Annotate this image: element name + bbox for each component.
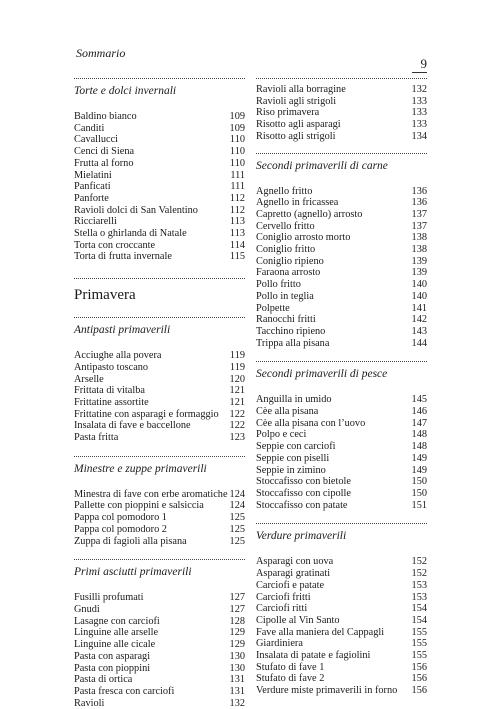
toc-entry-title: Minestra di fave con erbe aromatiche <box>74 488 228 500</box>
toc-entry <box>74 240 245 252</box>
toc-entry-page: 155 <box>411 626 427 638</box>
toc-entry-page: 132 <box>411 84 427 95</box>
toc-entry <box>256 209 427 221</box>
toc-entry <box>74 674 245 686</box>
toc-entry <box>74 627 245 639</box>
toc-entry-title: Fave alla maniera del Cappagli <box>256 626 385 638</box>
toc-entry-page: 128 <box>229 615 245 627</box>
toc-entry-page: 129 <box>229 627 245 639</box>
toc-entry-title: Pasta fritta <box>74 432 119 444</box>
toc-entry <box>256 96 427 108</box>
toc-entry-title: Riso primavera <box>256 107 320 119</box>
toc-entry <box>74 170 245 182</box>
toc-entry <box>256 500 427 512</box>
toc-entry-page: 111 <box>230 169 245 181</box>
toc-entry-title: Stufato di fave 1 <box>256 661 325 673</box>
toc-entry-page: 150 <box>411 487 427 499</box>
toc-entry-title: Panforte <box>74 192 109 204</box>
toc-entry-page: 127 <box>229 592 245 604</box>
toc-entry <box>256 568 427 580</box>
toc-entry-title: Agnello fritto <box>256 185 313 197</box>
toc-entry-page: 140 <box>411 279 427 291</box>
toc-entry <box>74 251 245 263</box>
toc-entry-title: Asparagi gratinati <box>256 568 331 580</box>
toc-entry-title: Cèe alla pisana con l’uovo <box>256 417 366 429</box>
toc-entry-title: Carciofi fritti <box>256 591 311 603</box>
toc-entry-page: 115 <box>229 251 245 263</box>
toc-entry-title: Stoccafisso con bietole <box>256 476 351 488</box>
toc-entry <box>256 267 427 279</box>
toc-entry <box>256 441 427 453</box>
toc-entry-page: 154 <box>411 614 427 626</box>
toc-entry-page: 132 <box>229 697 245 709</box>
toc-entry-page: 125 <box>229 535 245 547</box>
toc-list-antipasti <box>74 350 245 444</box>
toc-entry-page: 122 <box>229 420 245 432</box>
section-title-verdure: Verdure primaverili <box>256 523 427 543</box>
toc-entry-title: Antipasto toscano <box>74 361 149 373</box>
toc-entry-page: 136 <box>411 185 427 197</box>
toc-entry <box>74 616 245 628</box>
toc-entry-page: 111 <box>230 181 245 193</box>
toc-entry-title: Canditi <box>74 122 105 134</box>
toc-entry-page: 147 <box>411 417 427 429</box>
toc-entry-title: Pappa col pomodoro 1 <box>74 512 167 524</box>
toc-entry <box>256 615 427 627</box>
toc-entry-page: 110 <box>229 157 245 169</box>
toc-entry <box>256 244 427 256</box>
toc-entry <box>256 326 427 338</box>
toc-entry-title: Lasagne con carciofi <box>74 615 160 627</box>
toc-entry <box>256 556 427 568</box>
toc-entry <box>256 603 427 615</box>
running-header-title: Sommario <box>76 46 126 60</box>
toc-entry-title: Stoccafisso con cipolle <box>256 487 351 499</box>
toc-entry <box>256 592 427 604</box>
toc-entry-title: Coniglio fritto <box>256 244 316 256</box>
toc-entry <box>74 158 245 170</box>
toc-entry-title: Ravioli <box>74 697 105 709</box>
toc-entry <box>74 134 245 146</box>
toc-entry <box>74 123 245 135</box>
toc-entry <box>74 592 245 604</box>
toc-entry-title: Cèe alla pisana <box>256 406 319 418</box>
toc-entry <box>256 131 427 143</box>
toc-entry-title: Ricciarelli <box>74 216 117 228</box>
toc-entry <box>256 291 427 303</box>
toc-entry-title: Zuppa di fagioli alla pisana <box>74 535 187 547</box>
toc-entry-title: Insalata di patate e fagiolini <box>256 650 371 662</box>
toc-entry-title: Pasta fresca con carciofi <box>74 685 175 697</box>
toc-entry-page: 130 <box>229 650 245 662</box>
toc-entry <box>74 512 245 524</box>
toc-entry-page: 153 <box>411 579 427 591</box>
toc-entry-title: Linguine alle arselle <box>74 627 159 639</box>
toc-entry <box>74 193 245 205</box>
toc-entry-page: 121 <box>229 396 245 408</box>
toc-entry-title: Linguine alle cicale <box>74 639 156 651</box>
toc-entry-page: 125 <box>229 523 245 535</box>
toc-entry-title: Risotto agli asparagi <box>256 119 341 131</box>
toc-entry-title: Pappa col pomodoro 2 <box>74 523 167 535</box>
toc-entry <box>74 385 245 397</box>
toc-entry-page: 150 <box>411 476 427 488</box>
toc-entry <box>74 146 245 158</box>
toc-entry-title: Capretto (agnello) arrosto <box>256 208 363 220</box>
toc-entry-title: Coniglio arrosto morto <box>256 232 351 244</box>
toc-entry-title: Anguilla in umido <box>256 394 332 406</box>
toc-entry-title: Pallette con pioppini e salsiccia <box>74 500 204 512</box>
toc-entry-title: Ravioli agli strigoli <box>256 95 337 107</box>
toc-entry-title: Asparagi con uova <box>256 556 334 568</box>
toc-entry-page: 139 <box>411 255 427 267</box>
toc-entry <box>256 84 427 96</box>
page-number: 9 <box>420 56 427 71</box>
toc-entry-page: 148 <box>411 429 427 441</box>
toc-entry-title: Seppie in zimino <box>256 464 326 476</box>
toc-entry-title: Frittatine con asparagi e formaggio <box>74 408 219 420</box>
toc-entry-title: Pollo in teglia <box>256 290 314 302</box>
toc-entry <box>74 181 245 193</box>
toc-entry-title: Carciofi ritti <box>256 603 308 615</box>
toc-entry <box>74 397 245 409</box>
toc-entry-page: 149 <box>411 452 427 464</box>
toc-entry-page: 140 <box>411 290 427 302</box>
toc-entry-title: Cervello fritto <box>256 220 315 232</box>
toc-entry-page: 113 <box>229 228 245 240</box>
toc-entry-page: 151 <box>411 499 427 511</box>
toc-entry <box>74 205 245 217</box>
toc-entry <box>256 418 427 430</box>
toc-entry-title: Cipolle al Vin Santo <box>256 614 340 626</box>
toc-entry <box>256 465 427 477</box>
toc-entry-title: Stufato di fave 2 <box>256 673 325 685</box>
toc-entry-title: Mielatini <box>74 169 112 181</box>
toc-entry-page: 110 <box>229 134 245 146</box>
toc-entry-title: Frittata di vitalba <box>74 385 145 397</box>
toc-entry-page: 142 <box>411 314 427 326</box>
toc-entry-title: Frittatine assortite <box>74 396 149 408</box>
toc-entry <box>256 476 427 488</box>
toc-entry <box>256 662 427 674</box>
toc-column-right <box>256 78 427 697</box>
toc-entry-title: Stella o ghirlanda di Natale <box>74 228 187 240</box>
toc-entry <box>74 111 245 123</box>
toc-entry-page: 133 <box>411 119 427 131</box>
toc-entry <box>256 627 427 639</box>
toc-entry <box>256 338 427 350</box>
toc-entry-page: 112 <box>229 204 245 216</box>
toc-entry <box>256 197 427 209</box>
toc-entry-title: Panficati <box>74 181 111 193</box>
toc-entry <box>256 638 427 650</box>
toc-entry-title: Pasta di ortica <box>74 674 133 686</box>
toc-entry-title: Carciofi e patate <box>256 579 325 591</box>
toc-entry-page: 154 <box>411 603 427 615</box>
toc-entry <box>74 536 245 548</box>
toc-list-carne <box>256 186 427 350</box>
toc-entry-page: 137 <box>411 208 427 220</box>
toc-entry-title: Verdure miste primaverili in forno <box>256 685 398 697</box>
toc-entry-title: Pasta con pioppini <box>74 662 151 674</box>
toc-list-minestre <box>74 489 245 548</box>
toc-entry <box>256 279 427 291</box>
section-title-minestre: Minestre e zuppe primaverili <box>74 456 245 476</box>
toc-entry-title: Cavallucci <box>74 134 119 146</box>
toc-entry-page: 136 <box>411 197 427 209</box>
toc-entry-title: Polpo e ceci <box>256 429 307 441</box>
toc-entry <box>74 524 245 536</box>
toc-entry <box>256 406 427 418</box>
toc-entry-page: 130 <box>229 662 245 674</box>
toc-entry-page: 133 <box>411 107 427 119</box>
toc-list-primi <box>74 592 245 709</box>
page-number-rule <box>412 72 427 73</box>
toc-entry-title: Pasta con asparagi <box>74 650 151 662</box>
toc-entry-page: 123 <box>229 432 245 444</box>
toc-entry-page: 134 <box>411 130 427 142</box>
toc-entry <box>256 232 427 244</box>
toc-entry-page: 156 <box>411 661 427 673</box>
toc-entry-page: 149 <box>411 464 427 476</box>
toc-entry <box>74 216 245 228</box>
toc-entry-page: 113 <box>229 216 245 228</box>
toc-entry <box>74 489 245 501</box>
toc-entry-title: Tacchino ripieno <box>256 325 326 337</box>
toc-entry <box>256 186 427 198</box>
toc-entry-title: Trippa alla pisana <box>256 337 330 349</box>
toc-entry-page: 109 <box>229 111 245 122</box>
toc-entry-page: 152 <box>411 568 427 580</box>
toc-entry <box>256 256 427 268</box>
toc-entry <box>256 394 427 406</box>
toc-entry-title: Gnudi <box>74 603 100 615</box>
toc-entry-title: Fusilli profumati <box>74 592 144 604</box>
toc-entry <box>74 500 245 512</box>
toc-entry <box>74 409 245 421</box>
toc-entry <box>256 119 427 131</box>
toc-entry <box>74 663 245 675</box>
toc-entry-page: 114 <box>229 239 245 251</box>
toc-entry-page: 122 <box>229 408 245 420</box>
toc-entry-page: 155 <box>411 650 427 662</box>
toc-entry <box>256 453 427 465</box>
toc-entry-page: 148 <box>411 441 427 453</box>
toc-entry-title: Ravioli alla borragine <box>256 84 346 95</box>
toc-entry <box>256 580 427 592</box>
toc-list-primi-continued <box>256 84 427 143</box>
toc-entry-title: Cenci di Siena <box>74 146 135 158</box>
toc-entry-page: 144 <box>411 337 427 349</box>
toc-entry-page: 139 <box>411 267 427 279</box>
toc-entry <box>74 698 245 709</box>
toc-entry <box>256 221 427 233</box>
toc-entry-page: 146 <box>411 406 427 418</box>
toc-entry-title: Agnello in fricassea <box>256 197 339 209</box>
toc-list-pesce <box>256 394 427 511</box>
toc-entry <box>74 432 245 444</box>
toc-entry-title: Frutta al forno <box>74 157 134 169</box>
toc-entry-page: 124 <box>229 488 245 500</box>
toc-entry-title: Stoccafisso con patate <box>256 499 348 511</box>
toc-entry-page: 121 <box>229 385 245 397</box>
toc-entry-title: Giardiniera <box>256 638 303 650</box>
toc-entry-title: Baldino bianco <box>74 111 137 122</box>
toc-entry <box>256 429 427 441</box>
toc-entry-title: Seppie con piselli <box>256 452 330 464</box>
toc-entry-page: 137 <box>411 220 427 232</box>
toc-entry-page: 129 <box>229 639 245 651</box>
toc-entry <box>256 303 427 315</box>
section-title-carne: Secondi primaverili di carne <box>256 153 427 173</box>
toc-entry-title: Insalata di fave e baccellone <box>74 420 191 432</box>
toc-column-left <box>74 78 245 709</box>
toc-entry-page: 120 <box>229 373 245 385</box>
toc-entry-page: 124 <box>229 500 245 512</box>
toc-entry-page: 138 <box>411 244 427 256</box>
toc-entry-page: 153 <box>411 591 427 603</box>
toc-entry-title: Ravioli dolci di San Valentino <box>74 204 198 216</box>
toc-entry-title: Acciughe alla povera <box>74 350 162 362</box>
toc-list-torte <box>74 111 245 263</box>
toc-entry-page: 125 <box>229 512 245 524</box>
section-title-antipasti: Antipasti primaverili <box>74 317 245 337</box>
toc-entry <box>74 420 245 432</box>
toc-entry-page: 131 <box>229 674 245 686</box>
toc-entry-page: 152 <box>411 556 427 568</box>
chapter-title: Primavera <box>74 278 245 304</box>
toc-entry <box>74 604 245 616</box>
toc-entry <box>256 107 427 119</box>
toc-entry-page: 156 <box>411 673 427 685</box>
toc-entry <box>256 314 427 326</box>
section-title-pesce: Secondi primaverili di pesce <box>256 361 427 381</box>
toc-entry-title: Seppie con carciofi <box>256 441 336 453</box>
toc-entry-page: 133 <box>411 95 427 107</box>
toc-entry-title: Pollo fritto <box>256 279 301 291</box>
toc-entry-page: 109 <box>229 122 245 134</box>
toc-entry-page: 145 <box>411 394 427 406</box>
toc-entry <box>74 350 245 362</box>
toc-entry <box>256 685 427 697</box>
toc-entry-page: 138 <box>411 232 427 244</box>
toc-entry-page: 119 <box>229 361 245 373</box>
toc-entry-page: 119 <box>229 350 245 362</box>
toc-entry-page: 110 <box>229 146 245 158</box>
toc-entry-page: 143 <box>411 325 427 337</box>
toc-list-verdure <box>256 556 427 696</box>
toc-entry <box>74 228 245 240</box>
toc-entry-title: Coniglio ripieno <box>256 255 324 267</box>
toc-entry-title: Ranocchi fritti <box>256 314 316 326</box>
toc-entry-title: Torta di frutta invernale <box>74 251 172 263</box>
toc-entry-title: Risotto agli strigoli <box>256 130 336 142</box>
toc-entry <box>256 673 427 685</box>
toc-entry <box>256 488 427 500</box>
toc-entry-page: 131 <box>229 685 245 697</box>
section-title-primi: Primi asciutti primaverili <box>74 559 245 579</box>
toc-entry-title: Polpette <box>256 302 290 314</box>
toc-entry <box>256 650 427 662</box>
toc-entry <box>74 686 245 698</box>
toc-entry-title: Faraona arrosto <box>256 267 321 279</box>
toc-entry-title: Arselle <box>74 373 104 385</box>
toc-entry <box>74 651 245 663</box>
toc-entry-page: 112 <box>229 192 245 204</box>
toc-entry-page: 127 <box>229 603 245 615</box>
toc-entry <box>74 374 245 386</box>
toc-entry <box>74 639 245 651</box>
toc-entry-title: Torta con croccante <box>74 239 156 251</box>
toc-entry-page: 141 <box>411 302 427 314</box>
toc-entry-page: 156 <box>411 685 427 697</box>
section-title-torte: Torte e dolci invernali <box>74 78 245 98</box>
toc-entry <box>74 362 245 374</box>
toc-entry-page: 155 <box>411 638 427 650</box>
